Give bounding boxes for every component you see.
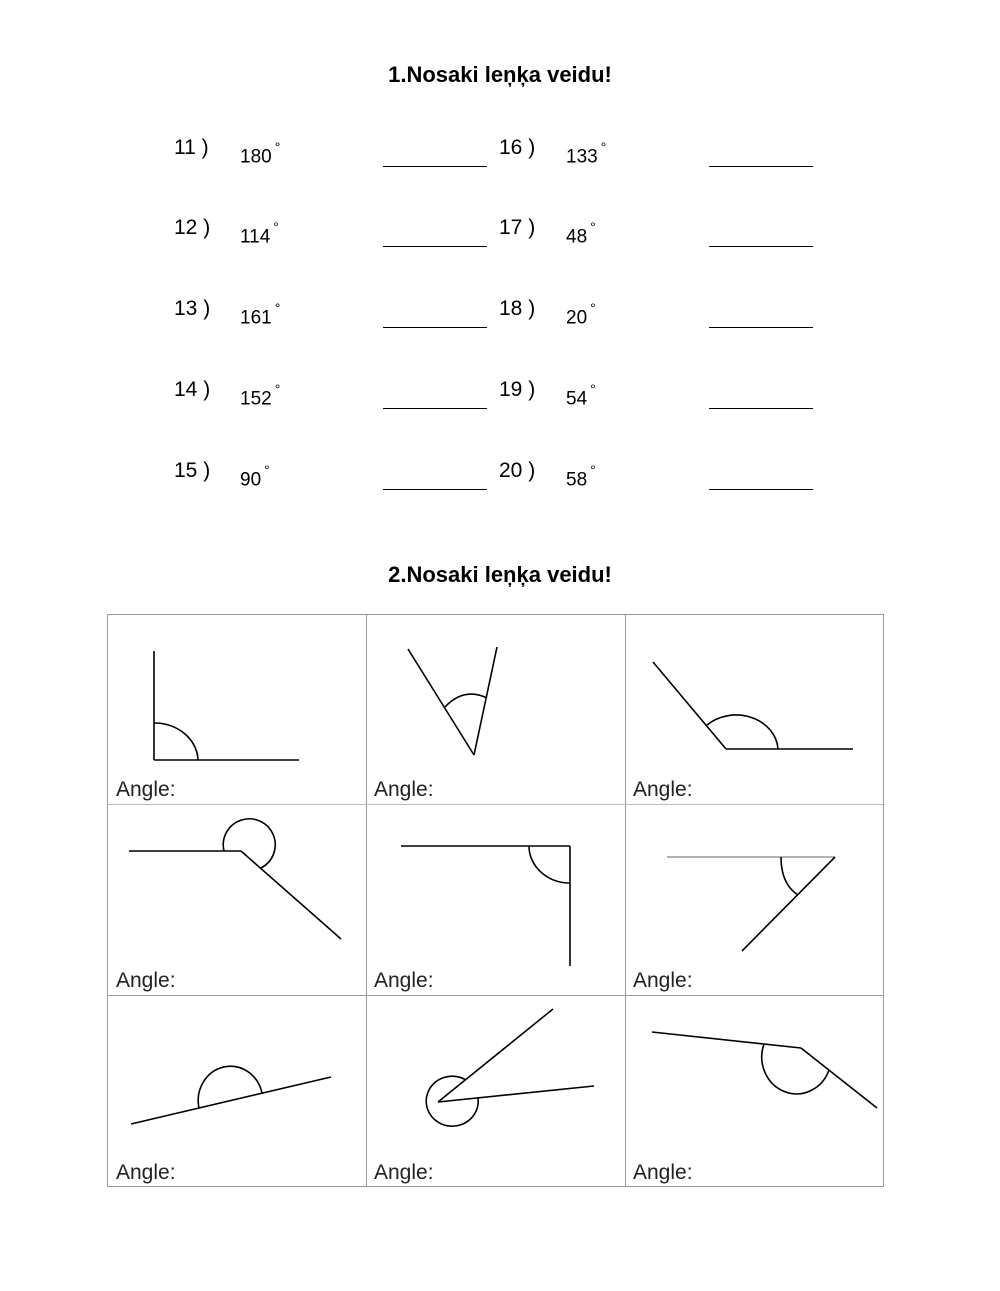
angle-cell-2 [366, 615, 625, 804]
question-number: 12 ) [174, 216, 211, 239]
angle-value: 133 ° [566, 139, 607, 168]
right-angle-figure [366, 804, 625, 995]
answer-blank[interactable] [383, 246, 487, 247]
angle-cell-6 [625, 804, 883, 995]
angle-label: Angle: [116, 778, 176, 801]
question-number: 17 ) [499, 216, 536, 239]
reflex-angle-figure [108, 804, 366, 995]
answer-blank[interactable] [709, 327, 813, 328]
angle-label: Angle: [633, 969, 693, 992]
obtuse-angle-figure [625, 615, 883, 804]
section1-title: 1.Nosaki leņķa veidu! [388, 62, 612, 87]
question-number: 19 ) [499, 378, 536, 401]
question-14 [174, 378, 504, 418]
question-number: 11 ) [174, 136, 209, 159]
reflex-angle-figure [366, 995, 625, 1187]
question-20 [499, 459, 829, 499]
angle-cell-1 [108, 615, 366, 804]
angle-grid [107, 614, 884, 1187]
question-17 [499, 216, 829, 256]
angle-label: Angle: [374, 1161, 434, 1184]
obtuse-angle-figure [625, 995, 883, 1187]
angle-cell-3 [625, 615, 883, 804]
answer-blank[interactable] [383, 327, 487, 328]
angle-value: 161 ° [240, 300, 281, 329]
angle-cell-7 [108, 995, 366, 1187]
answer-blank[interactable] [709, 246, 813, 247]
angle-value: 20 ° [566, 300, 596, 329]
angle-value: 54 ° [566, 381, 596, 410]
acute-angle-figure [625, 804, 883, 995]
angle-label: Angle: [116, 1161, 176, 1184]
angle-cell-5 [366, 804, 625, 995]
question-number: 13 ) [174, 297, 211, 320]
angle-label: Angle: [116, 969, 176, 992]
angle-label: Angle: [374, 778, 434, 801]
angle-label: Angle: [374, 969, 434, 992]
question-16 [499, 136, 829, 176]
angle-value: 152 ° [240, 381, 281, 410]
right-angle-figure [108, 615, 366, 804]
question-15 [174, 459, 504, 499]
question-number: 20 ) [499, 459, 536, 482]
angle-value: 58 ° [566, 462, 596, 491]
question-18 [499, 297, 829, 337]
angle-value: 114 ° [240, 219, 279, 248]
question-number: 16 ) [499, 136, 536, 159]
acute-angle-figure [366, 615, 625, 804]
answer-blank[interactable] [709, 489, 813, 490]
angle-value: 90 ° [240, 462, 270, 491]
question-number: 15 ) [174, 459, 211, 482]
answer-blank[interactable] [709, 166, 813, 167]
answer-blank[interactable] [383, 408, 487, 409]
straight-angle-figure [108, 995, 366, 1187]
angle-cell-9 [625, 995, 883, 1187]
angle-cell-8 [366, 995, 625, 1187]
question-13 [174, 297, 504, 337]
answer-blank[interactable] [383, 166, 487, 167]
answer-blank[interactable] [383, 489, 487, 490]
question-number: 14 ) [174, 378, 211, 401]
answer-blank[interactable] [709, 408, 813, 409]
angle-label: Angle: [633, 778, 693, 801]
angle-label: Angle: [633, 1161, 693, 1184]
question-number: 18 ) [499, 297, 536, 320]
question-19 [499, 378, 829, 418]
question-11 [174, 136, 504, 176]
section2-title: 2.Nosaki leņķa veidu! [388, 562, 612, 587]
question-12 [174, 216, 504, 256]
angle-value: 180 ° [240, 139, 281, 168]
angle-value: 48 ° [566, 219, 596, 248]
angle-cell-4 [108, 804, 366, 995]
